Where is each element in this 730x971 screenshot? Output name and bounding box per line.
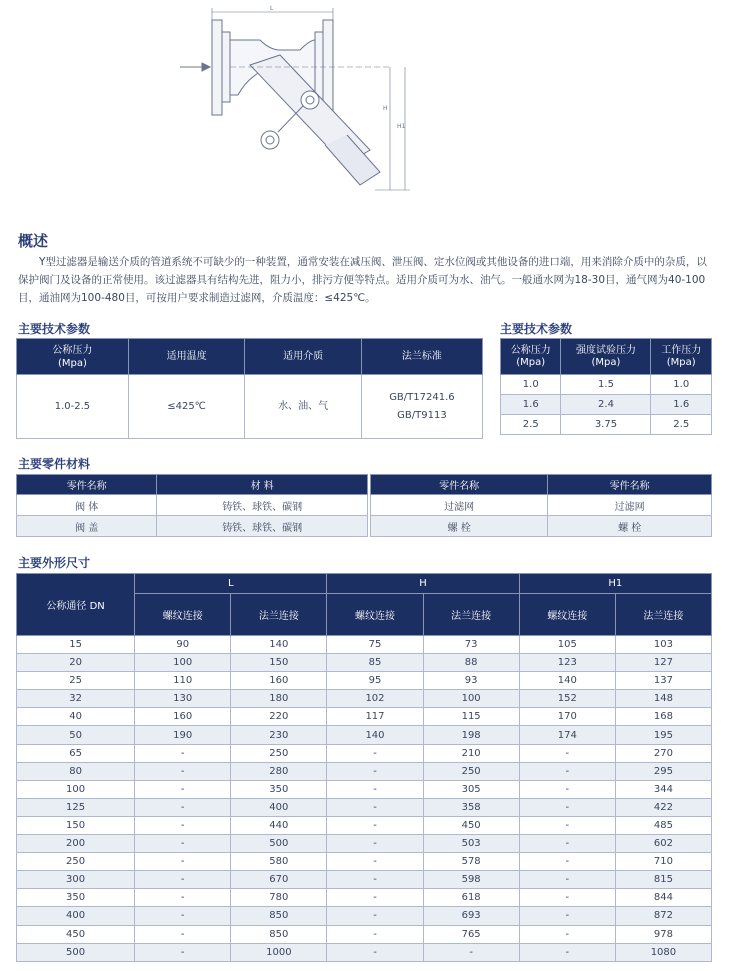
tech-params-title: 主要技术参数	[18, 322, 91, 336]
pressure-params-table	[500, 338, 712, 435]
dimension-cell: 174	[519, 726, 615, 744]
table-row	[17, 816, 712, 834]
materials-title: 主要零件材料	[18, 457, 91, 471]
materials-header: 材 料	[157, 475, 368, 495]
dimension-cell: 90	[135, 636, 231, 654]
table-row	[17, 889, 712, 907]
dimension-cell: -	[519, 889, 615, 907]
dimension-cell: -	[519, 925, 615, 943]
dimension-cell: -	[327, 907, 423, 925]
dimension-cell: 140	[231, 636, 327, 654]
materials-header: 零件名称	[548, 475, 712, 495]
dimension-cell: 485	[615, 816, 711, 834]
dn-header: 公称通径 DN	[17, 574, 135, 636]
table-row	[17, 672, 712, 690]
group-header-H: H	[327, 574, 519, 594]
pressure-cell: 2.5	[501, 415, 561, 435]
table-row	[17, 654, 712, 672]
dimension-cell: -	[519, 871, 615, 889]
overview-title: 概述	[18, 232, 49, 250]
dimension-cell: 88	[423, 654, 519, 672]
table-row	[17, 690, 712, 708]
dn-cell: 200	[17, 835, 135, 853]
pressure-cell: 3.75	[561, 415, 651, 435]
dimension-cell: 450	[423, 816, 519, 834]
dimension-cell: 170	[519, 708, 615, 726]
overview-paragraph: Y型过滤器是输送介质的管道系统不可缺少的一种装置，通常安装在减压阀、泄压阀、定水位阀或其他设备的进口端，用来消除介质中的杂质，以保护阀门及设备的正常使用。该过滤器具有结构先进，阻力小，排污方便等特点。适用介质可为水、油气。一般通水网为18-30目，通气网为40-100目，通油网为100-480目，可按用户要求制造过滤网，介质温度：≤425℃。	[18, 256, 707, 304]
dimension-cell: -	[327, 762, 423, 780]
dimension-cell: 358	[423, 798, 519, 816]
dimension-cell: 195	[615, 726, 711, 744]
pressure-cell: 1.5	[561, 375, 651, 395]
dn-cell: 350	[17, 889, 135, 907]
dimension-cell: 180	[231, 690, 327, 708]
dimension-cell: 140	[327, 726, 423, 744]
pressure-header: 公称压力 (Mpa)	[501, 339, 561, 375]
dimension-cell: 115	[423, 708, 519, 726]
pressure-cell: 2.4	[561, 395, 651, 415]
dimension-cell: 150	[231, 654, 327, 672]
sub-header: 法兰连接	[231, 594, 327, 636]
dimension-cell: 618	[423, 889, 519, 907]
dimension-cell: -	[135, 816, 231, 834]
table-row	[17, 708, 712, 726]
y-strainer-drawing	[150, 0, 590, 215]
dimension-cell: 127	[615, 654, 711, 672]
materials-cell: 螺 栓	[548, 516, 712, 537]
dimension-cell: -	[327, 780, 423, 798]
dimension-cell: 152	[519, 690, 615, 708]
sub-header: 法兰连接	[615, 594, 711, 636]
table-row	[17, 835, 712, 853]
dn-cell: 125	[17, 798, 135, 816]
dimension-cell: 500	[231, 835, 327, 853]
dimension-cell: -	[135, 835, 231, 853]
dimension-cell: 105	[519, 636, 615, 654]
sub-header: 螺纹连接	[519, 594, 615, 636]
dimension-cell: -	[135, 744, 231, 762]
dn-cell: 150	[17, 816, 135, 834]
table-row	[17, 762, 712, 780]
dim-L-label: L	[270, 5, 274, 12]
materials-cell: 阀 体	[17, 495, 157, 516]
dimension-cell: 85	[327, 654, 423, 672]
dimension-cell: -	[135, 871, 231, 889]
dimension-cell: -	[327, 889, 423, 907]
tech-header: 适用温度	[128, 339, 245, 375]
dimension-cell: -	[135, 853, 231, 871]
materials-cell: 螺 栓	[371, 516, 548, 537]
dimension-cell: -	[519, 943, 615, 961]
dimension-cell: 440	[231, 816, 327, 834]
materials-cell: 铸铁、球铁、碳钢	[157, 495, 368, 516]
materials-cell: 过滤网	[548, 495, 712, 516]
dimension-cell: -	[135, 780, 231, 798]
dimension-cell: 978	[615, 925, 711, 943]
table-row	[17, 636, 712, 654]
dimension-cell: -	[519, 762, 615, 780]
dimensions-title: 主要外形尺寸	[18, 556, 91, 570]
tech-cell: ≤425℃	[128, 375, 245, 439]
tech-header: 公称压力 (Mpa)	[17, 339, 129, 375]
dimensions-table	[16, 573, 712, 962]
dimension-cell: 75	[327, 636, 423, 654]
dimension-cell: 130	[135, 690, 231, 708]
dn-cell: 250	[17, 853, 135, 871]
dimension-cell: 670	[231, 871, 327, 889]
dimension-cell: 73	[423, 636, 519, 654]
table-row	[17, 726, 712, 744]
dn-cell: 32	[17, 690, 135, 708]
pressure-cell: 1.6	[651, 395, 712, 415]
dimension-cell: 295	[615, 762, 711, 780]
dimension-cell: 95	[327, 672, 423, 690]
dimension-cell: 100	[423, 690, 519, 708]
dimension-cell: 230	[231, 726, 327, 744]
dimension-cell: -	[135, 889, 231, 907]
dimension-cell: 350	[231, 780, 327, 798]
table-row	[17, 943, 712, 961]
dimension-cell: -	[135, 943, 231, 961]
materials-table-left	[16, 474, 368, 537]
dimension-cell: 160	[231, 672, 327, 690]
dimension-cell: 344	[615, 780, 711, 798]
dimension-cell: 250	[231, 744, 327, 762]
dn-cell: 15	[17, 636, 135, 654]
dim-H1-label: H1	[397, 123, 406, 130]
dimension-cell: 780	[231, 889, 327, 907]
table-row	[17, 744, 712, 762]
tech-cell: 1.0-2.5	[17, 375, 129, 439]
dn-cell: 80	[17, 762, 135, 780]
tech-cell: GB/T17241.6 GB/T9113	[361, 375, 482, 439]
dimension-cell: 117	[327, 708, 423, 726]
dimension-cell: 693	[423, 907, 519, 925]
dimension-cell: 220	[231, 708, 327, 726]
materials-table-right	[370, 474, 712, 537]
tech-cell: 水、油、气	[245, 375, 362, 439]
dimension-cell: 280	[231, 762, 327, 780]
dn-cell: 100	[17, 780, 135, 798]
pressure-header: 强度试验压力 (Mpa)	[561, 339, 651, 375]
tech-header: 法兰标准	[361, 339, 482, 375]
dimension-cell: 844	[615, 889, 711, 907]
sub-header: 法兰连接	[423, 594, 519, 636]
dimension-cell: 850	[231, 925, 327, 943]
dimension-cell: -	[519, 835, 615, 853]
dimension-cell: 270	[615, 744, 711, 762]
dimension-cell: -	[519, 780, 615, 798]
dn-cell: 500	[17, 943, 135, 961]
dimension-cell: 103	[615, 636, 711, 654]
dimension-cell: 123	[519, 654, 615, 672]
dn-cell: 450	[17, 925, 135, 943]
dimension-cell: -	[135, 798, 231, 816]
dimension-cell: 765	[423, 925, 519, 943]
dimension-cell: -	[519, 744, 615, 762]
dn-cell: 400	[17, 907, 135, 925]
dimension-cell: 1000	[231, 943, 327, 961]
dimension-cell: -	[519, 816, 615, 834]
dimension-cell: -	[327, 816, 423, 834]
dimension-cell: 110	[135, 672, 231, 690]
dimension-cell: -	[327, 853, 423, 871]
table-row	[17, 853, 712, 871]
tech-header: 适用介质	[245, 339, 362, 375]
dn-cell: 25	[17, 672, 135, 690]
materials-cell: 铸铁、球铁、碳钢	[157, 516, 368, 537]
dimension-cell: -	[519, 798, 615, 816]
pressure-cell: 1.0	[501, 375, 561, 395]
dimension-cell: -	[327, 798, 423, 816]
dimension-cell: 250	[423, 762, 519, 780]
dimension-cell: 400	[231, 798, 327, 816]
sub-header: 螺纹连接	[327, 594, 423, 636]
dimension-cell: 578	[423, 853, 519, 871]
group-header-H1: H1	[519, 574, 711, 594]
dimension-cell: 815	[615, 871, 711, 889]
materials-cell: 过滤网	[371, 495, 548, 516]
materials-cell: 阀 盖	[17, 516, 157, 537]
dimension-cell: 580	[231, 853, 327, 871]
dimension-cell: 168	[615, 708, 711, 726]
tech-params-table	[16, 338, 483, 439]
materials-header: 零件名称	[17, 475, 157, 495]
dimension-cell: -	[423, 943, 519, 961]
dimension-cell: -	[135, 907, 231, 925]
dimension-cell: 198	[423, 726, 519, 744]
dimension-cell: 210	[423, 744, 519, 762]
dimension-cell: 100	[135, 654, 231, 672]
pressure-cell: 1.6	[501, 395, 561, 415]
dimension-cell: 598	[423, 871, 519, 889]
dimension-cell: 422	[615, 798, 711, 816]
table-row	[17, 907, 712, 925]
dn-cell: 40	[17, 708, 135, 726]
dimension-cell: -	[327, 871, 423, 889]
pressure-params-title: 主要技术参数	[500, 322, 573, 336]
dimension-cell: 93	[423, 672, 519, 690]
pressure-cell: 1.0	[651, 375, 712, 395]
dimension-cell: -	[519, 907, 615, 925]
dn-cell: 20	[17, 654, 135, 672]
dimension-cell: 602	[615, 835, 711, 853]
dimension-cell: 872	[615, 907, 711, 925]
dimension-cell: -	[327, 925, 423, 943]
dimension-cell: 850	[231, 907, 327, 925]
dimension-cell: 160	[135, 708, 231, 726]
dimension-cell: 148	[615, 690, 711, 708]
dimension-cell: 1080	[615, 943, 711, 961]
sub-header: 螺纹连接	[135, 594, 231, 636]
pressure-cell: 2.5	[651, 415, 712, 435]
dimension-cell: 137	[615, 672, 711, 690]
table-row	[17, 780, 712, 798]
table-row	[17, 925, 712, 943]
dn-cell: 50	[17, 726, 135, 744]
dimension-cell: -	[327, 943, 423, 961]
dimension-cell: 140	[519, 672, 615, 690]
dimension-cell: -	[519, 853, 615, 871]
dimension-cell: 190	[135, 726, 231, 744]
dimension-cell: -	[135, 762, 231, 780]
dimension-cell: 503	[423, 835, 519, 853]
dimension-cell: 305	[423, 780, 519, 798]
dn-cell: 300	[17, 871, 135, 889]
pressure-header: 工作压力 (Mpa)	[651, 339, 712, 375]
dimension-cell: -	[135, 925, 231, 943]
materials-header: 零件名称	[371, 475, 548, 495]
dn-cell: 65	[17, 744, 135, 762]
table-row	[17, 798, 712, 816]
dimension-cell: -	[327, 744, 423, 762]
dimension-cell: -	[327, 835, 423, 853]
dimension-cell: 102	[327, 690, 423, 708]
table-row	[17, 871, 712, 889]
group-header-L: L	[135, 574, 327, 594]
dimension-cell: 710	[615, 853, 711, 871]
dim-H-label: H	[383, 105, 388, 112]
